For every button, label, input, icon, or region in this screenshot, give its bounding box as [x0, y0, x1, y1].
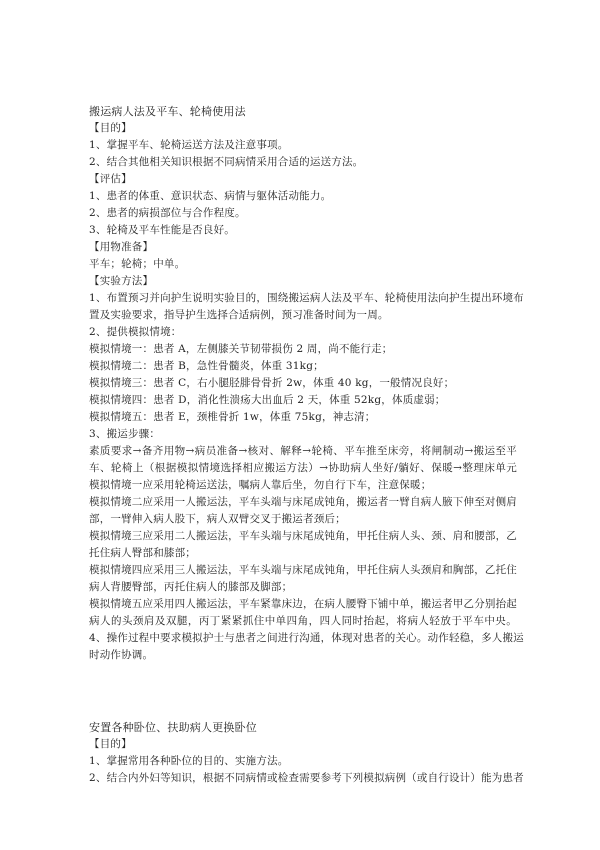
- paragraph: 4、操作过程中要求模拟护士与患者之间进行沟通，体现对患者的关心。动作轻稳，多人搬运: [89, 632, 524, 644]
- paragraph: 病人背腰臀部，丙托住病人的膝部及脚部；: [89, 581, 293, 593]
- heading-goal: 【目的】: [89, 738, 132, 750]
- paragraph: 平车；轮椅；中单。: [89, 258, 186, 270]
- paragraph: 模拟情境一应采用轮椅运送法，嘱病人靠后坐，勿自行下车，注意保暖；: [89, 479, 432, 491]
- scenario-line: 模拟情境一：患者 A，左侧膝关节韧带损伤 2 周，尚不能行走；: [89, 343, 393, 355]
- paragraph: 2、患者的病损部位与合作程度。: [89, 207, 246, 219]
- heading-goal: 【目的】: [89, 122, 132, 134]
- paragraph: 1、掌握常用各种卧位的目的、实施方法。: [89, 755, 289, 767]
- paragraph: 置及实验要求，指导护生选择合适病例，预习准备时间为一周。: [89, 309, 389, 321]
- paragraph: 2、结合其他相关知识根据不同病情采用合适的运送方法。: [89, 156, 364, 168]
- paragraph: 时动作协调。: [89, 649, 154, 661]
- heading-method: 【实验方法】: [89, 275, 154, 287]
- scenario-line: 模拟情境二：患者 B，急性骨髓炎，体重 31kg；: [89, 360, 324, 372]
- heading-assess: 【评估】: [89, 173, 132, 185]
- paragraph: 2、结合内外妇等知识，根据不同病情或检查需要参考下列模拟病例（或自行设计）能为患者: [89, 772, 524, 784]
- paragraph: 病人的头颈肩及双腿，丙丁紧紧抓住中单四角，四人同时抬起，将病人轻放于平车中央。: [89, 615, 517, 627]
- paragraph: 1、患者的体重、意识状态、病情与躯体活动能力。: [89, 190, 332, 202]
- paragraph: 模拟情境四应采用三人搬运法，平车头端与床尾成钝角，甲托住病人头颈肩和胸部，乙托住: [89, 564, 517, 576]
- paragraph: 素质要求→备齐用物→病员准备→核对、解释→轮椅、平车推至床旁，将闸制动→搬运至平: [89, 445, 517, 457]
- scenario-line: 模拟情境三：患者 C，右小腿胫腓骨骨折 2w，体重 40 kg，一般情况良好；: [89, 377, 455, 389]
- paragraph: 模拟情境二应采用一人搬运法，平车头端与床尾成钝角，搬运者一臂自病人腋下伸至对侧肩: [89, 496, 517, 508]
- paragraph: 3、轮椅及平车性能是否良好。: [89, 224, 235, 236]
- paragraph: 1、掌握平车、轮椅运送方法及注意事项。: [89, 139, 289, 151]
- scenario-line: 模拟情境五：患者 E，颈椎骨折 1w，体重 75kg，神志清；: [89, 411, 376, 423]
- scenario-line: 模拟情境四：患者 D，消化性溃疡大出血后 2 天，体重 52kg，体质虚弱；: [89, 394, 446, 406]
- paragraph: 模拟情境五应采用四人搬运法，平车紧靠床边，在病人腰臀下铺中单，搬运者甲乙分别抬起: [89, 598, 517, 610]
- heading-supplies: 【用物准备】: [89, 241, 154, 253]
- paragraph: 部，一臂伸入病人股下，病人双臂交叉于搬运者颈后；: [89, 513, 346, 525]
- section-title: 搬运病人法及平车、轮椅使用法: [89, 105, 246, 118]
- paragraph: 模拟情境三应采用二人搬运法，平车头端与床尾成钝角，甲托住病人头、颈、肩和腰部，乙: [89, 530, 517, 542]
- paragraph: 3、搬运步骤：: [89, 428, 161, 440]
- paragraph: 车、轮椅上（根据模拟情境选择相应搬运方法）→协助病人坐好/躺好、保暖→整理床单元: [89, 462, 517, 474]
- paragraph: 1、布置预习并向护生说明实验目的，围绕搬运病人法及平车、轮椅使用法向护生提出环境布: [89, 292, 524, 304]
- paragraph: 2、提供模拟情境：: [89, 326, 182, 338]
- paragraph: 托住病人臀部和膝部；: [89, 547, 196, 559]
- section-title: 安置各种卧位、扶助病人更换卧位: [89, 721, 257, 734]
